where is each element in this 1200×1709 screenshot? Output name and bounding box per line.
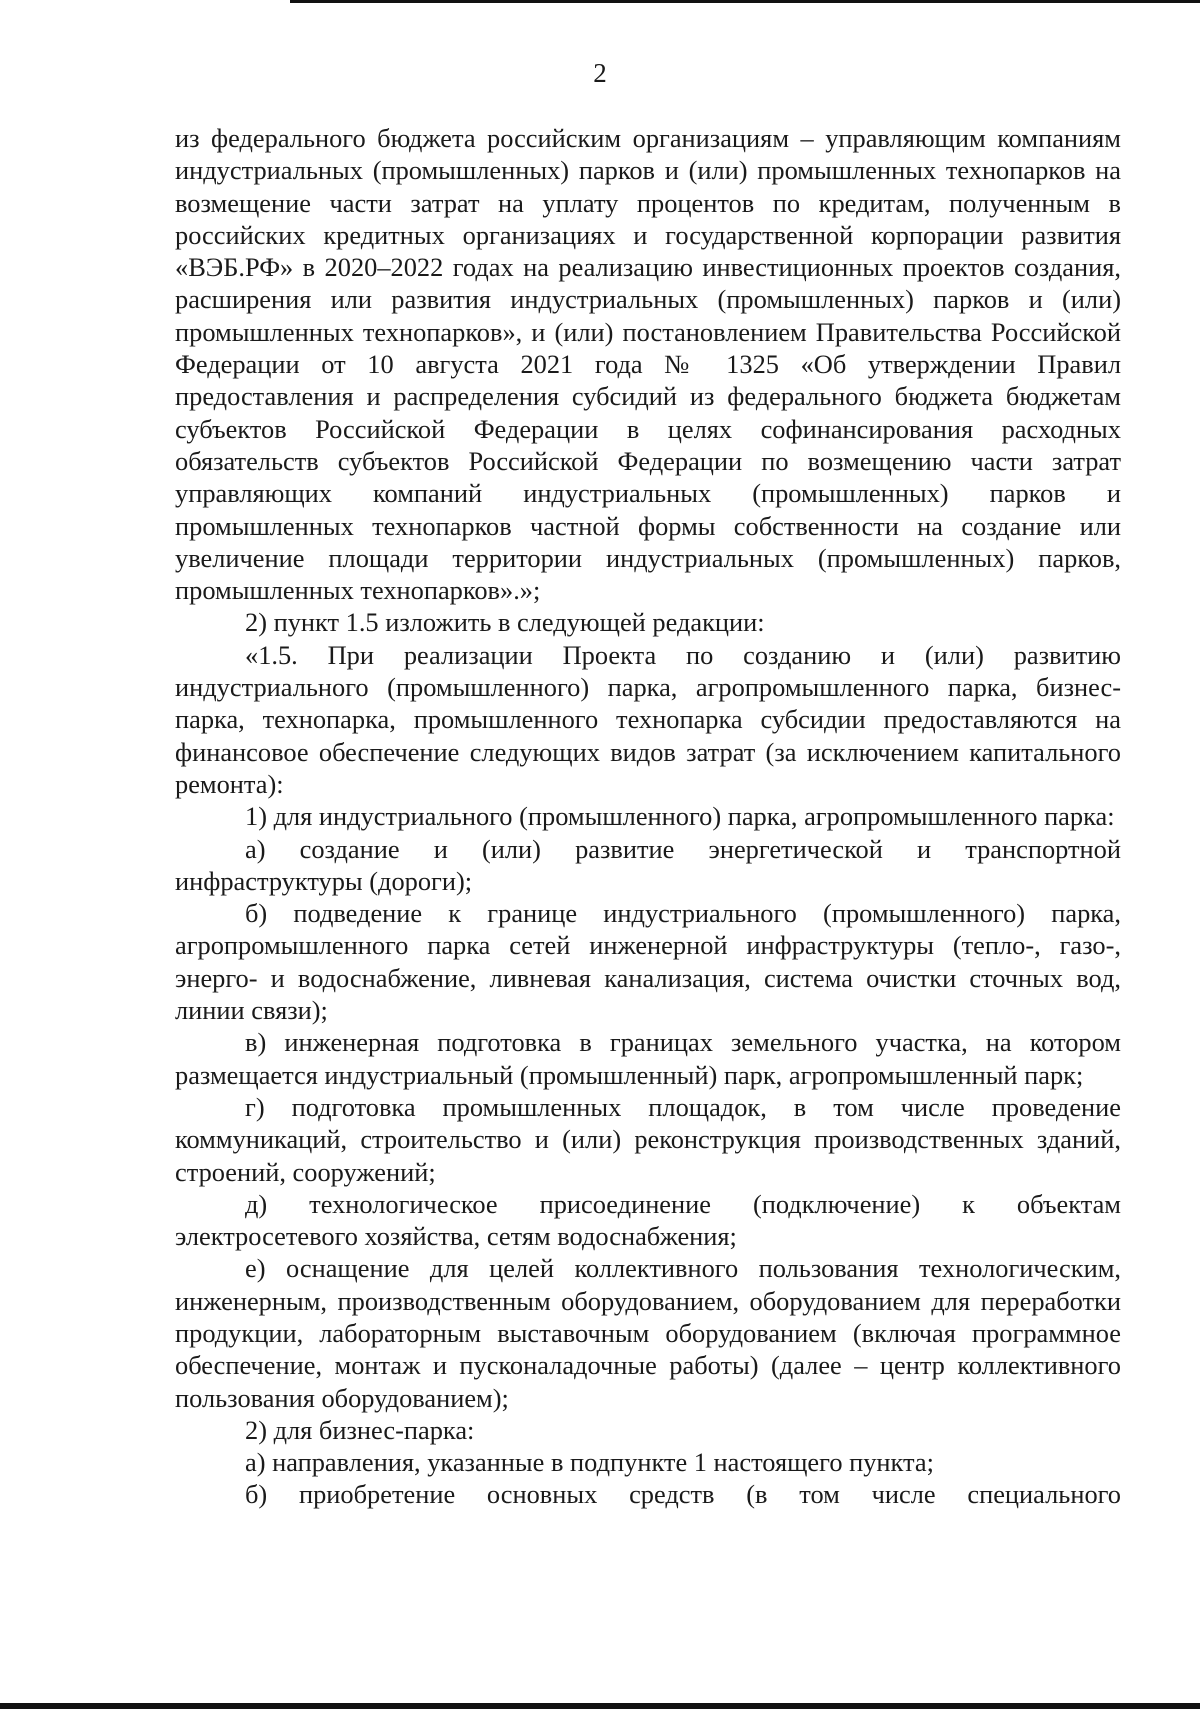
- scan-edge-top: [290, 0, 1200, 3]
- paragraph-item-2: 2) пункт 1.5 изложить в следующей редакции:: [245, 607, 765, 638]
- paragraph-continuation: из федерального бюджета российским организациям – управляющим компаниям индустриальных (промышленных) парков и (или) промышленных технопарков на возмещение части затрат на уплату процентов по кредитам, полученным в российских кредитных организациях и государственной корпорации развития «ВЭБ.РФ» в 2020–2022 годах на реализацию инвестиционных проектов создания, расширения или развития индустриальных (промышленных) парков и (или) промышленных технопарков», и (или) постановлением Правительства Российской Федерации от 10 августа 2021 года № 1325 «Об утверждении Правил предоставления и распределения субсидий из федерального бюджета бюджетам субъектов Российской Федерации в целях софинансирования расходных обязательств субъектов Российской Федерации по возмещению части затрат управляющих компаний индустриальных (промышленных) парков и промышленных технопарков частной формы собственности на создание или увеличение площади территории индустриальных (промышленных) парков, промышленных технопарков».»;: [175, 123, 1121, 606]
- document-body: [175, 122, 1121, 1511]
- paragraph-clause-1-5: «1.5. При реализации Проекта по созданию и (или) развитию индустриального (промышленного) парка, агропромышленного парка, бизнес-парка, технопарка, промышленного технопарка субсидии предоставляются на финансовое обеспечение следующих видов затрат (за исключением капитального ремонта):: [175, 639, 1121, 799]
- paragraph-subitem-2b: б) приобретение основных средств (в том числе специального: [245, 1479, 1121, 1510]
- paragraph-subitem-2: 2) для бизнес-парка:: [245, 1414, 475, 1445]
- paragraph-subitem-2a: а) направления, указанные в подпункте 1 настоящего пункта;: [245, 1447, 934, 1478]
- scan-edge-bottom: [0, 1703, 1200, 1709]
- page-number: 2: [593, 58, 607, 88]
- paragraph-subitem-1: 1) для индустриального (промышленного) парка, агропромышленного парка:: [245, 801, 1115, 832]
- paragraph-subitem-e: е) оснащение для целей коллективного пользования технологическим, инженерным, производственным оборудованием, оборудованием для переработки продукции, лабораторным выставочным оборудованием (включая программное обеспечение, монтаж и пусконаладочные работы) (далее – центр коллективного пользования оборудованием);: [175, 1253, 1121, 1413]
- paragraph-subitem-a: а) создание и (или) развитие энергетической и транспортной инфраструктуры (дороги);: [175, 833, 1121, 896]
- paragraph-subitem-v: в) инженерная подготовка в границах земельного участка, на котором размещается индустриальный (промышленный) парк, агропромышленный парк;: [175, 1027, 1121, 1090]
- paragraph-subitem-b: б) подведение к границе индустриального (промышленного) парка, агропромышленного парка сетей инженерной инфраструктуры (тепло-, газо-, энерго- и водоснабжение, ливневая канализация, система очистки сточных вод, линии связи);: [175, 898, 1121, 1026]
- paragraph-subitem-g: г) подготовка промышленных площадок, в том числе проведение коммуникаций, строительство и (или) реконструкция производственных зданий, строений, сооружений;: [175, 1091, 1121, 1187]
- paragraph-subitem-d: д) технологическое присоединение (подключение) к объектам электросетевого хозяйства, сетям водоснабжения;: [175, 1188, 1121, 1252]
